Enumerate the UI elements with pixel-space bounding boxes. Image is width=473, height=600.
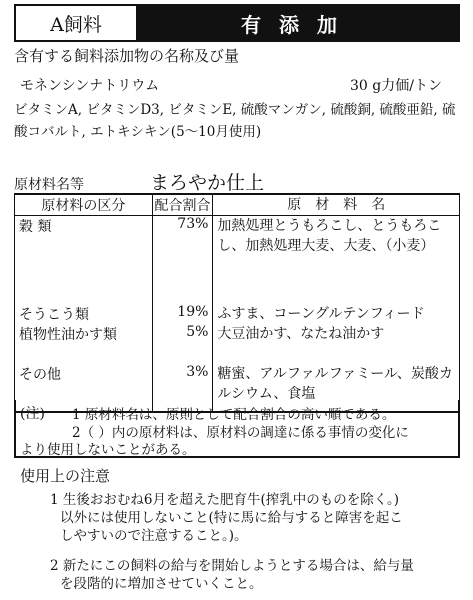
column-header-names: 原 材 料 名 [213, 194, 460, 216]
additive-monensin-amount: 30 g力価/トン [350, 78, 442, 94]
product-name: まろやか仕上 [150, 172, 265, 194]
additive-monensin-name: モネンシンナトリウム [20, 78, 160, 94]
note-2a: 2（ ）内の原材料は、原材料の調達に係る事情の変化に [72, 425, 409, 441]
column-header-ratio: 配合割合 [152, 194, 213, 216]
note-2b: より使用しないことがある。 [20, 442, 196, 458]
materials-label: 原材料名等 [14, 177, 84, 193]
column-header-category: 原材料の区分 [15, 194, 153, 216]
feed-type-text: A飼料 [50, 13, 102, 36]
row-ratio: 3% [152, 364, 213, 412]
feed-type-label [14, 4, 136, 42]
usage-point-2a: 2 新たにこの飼料の給与を開始しようとする場合は、給与量 [50, 558, 414, 574]
row-names: 糖蜜、アルファルファミール、炭酸カルシウム、食塩 [213, 364, 460, 412]
table-row [15, 216, 460, 304]
row-names: 大豆油かす、なたね油かす [213, 324, 460, 364]
table-row [15, 324, 460, 364]
row-ratio: 19% [152, 304, 213, 324]
row-category: 植物性油かす類 [15, 324, 153, 364]
materials-table-header [15, 194, 460, 216]
usage-point-2b: を段階的に増加させていくこと。 [60, 576, 263, 592]
materials-table [14, 193, 460, 413]
row-names: 加熱処理とうもろこし、とうもろこし、加熱処理大麦、大麦、（小麦） [213, 216, 460, 304]
additives-heading: 含有する飼料添加物の名称及び量 [14, 47, 240, 65]
note-1: 1 原材料名は、原則として配合割合の高い順である。 [72, 407, 396, 423]
row-category: そうこう類 [15, 304, 153, 324]
usage-heading: 使用上の注意 [20, 467, 111, 485]
additive-vitamins-line: ビタミンA, ビタミンD3, ビタミンE, 硫酸マンガン, 硫酸銅, 硫酸亜鉛, 硫 [14, 102, 456, 118]
notes-label: (注) [20, 406, 45, 422]
additive-status-text: 有添加 [241, 12, 355, 37]
row-category: その他 [15, 364, 153, 412]
table-row [15, 304, 460, 324]
notes-box [14, 400, 460, 458]
additive-status-banner [136, 4, 460, 42]
row-category: 穀 類 [15, 216, 153, 304]
usage-point-1c: しやすいので注意すること。)。 [60, 528, 248, 544]
usage-point-1a: 1 生後おおむね6月を超えた肥育牛(搾乳中のものを除く。) [50, 492, 399, 508]
row-names: ふすま、コーングルテンフィード [213, 304, 460, 324]
row-ratio: 73% [152, 216, 213, 304]
row-ratio: 5% [152, 324, 213, 364]
additive-minerals-line: 酸コバルト, エトキシキン(5～10月使用) [14, 124, 262, 140]
usage-point-1b: 以外には使用しないこと(特に馬に給与すると障害を起こ [60, 510, 403, 526]
